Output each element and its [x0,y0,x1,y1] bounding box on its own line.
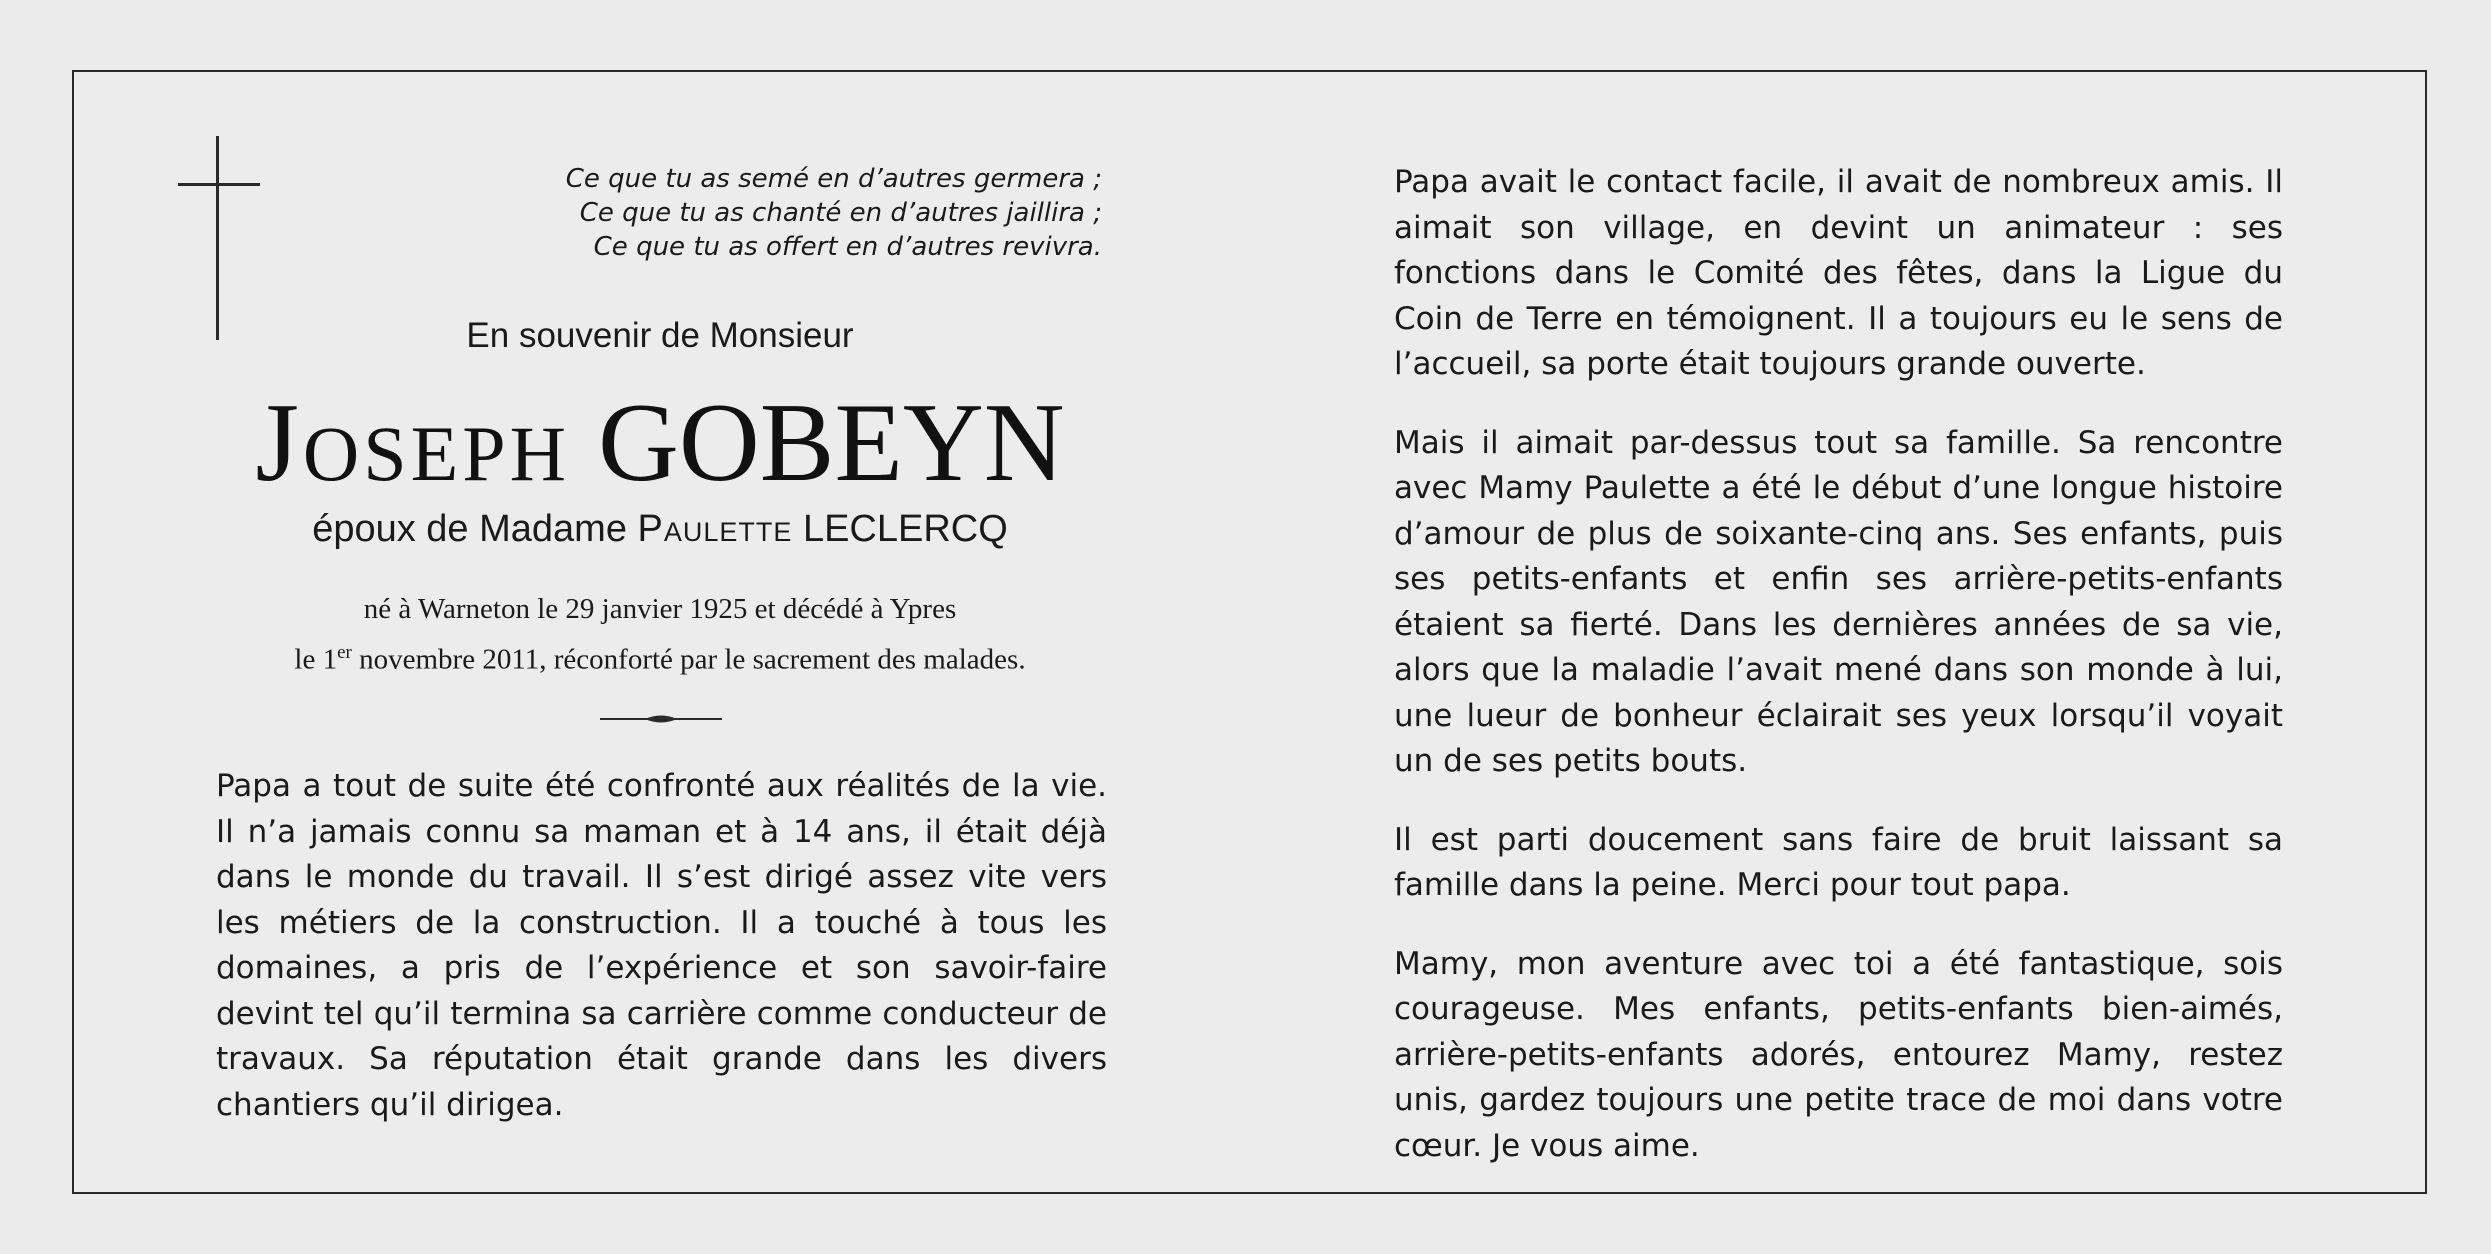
poem [566,162,1102,264]
paragraph: Il est parti doucement sans faire de bruit laissant sa famille dans la peine. Merci pour tout papa. [1394,821,2283,903]
birth-death-dates [160,588,1160,682]
spouse-line [160,508,1160,551]
paragraph: Mamy, mon aventure avec toi a été fantastique, sois courageuse. Mes enfants, petits-enfants bien-aimés, arrière-petits-enfants adorés, entourez Mamy, restez unis, gardez toujours une petite trace de moi dans votre cœur. Je vous aime. [1394,945,2283,1164]
first-name: Joseph [255,381,570,505]
cross-icon [178,136,260,340]
in-memory-heading: En souvenir de Monsieur [466,316,854,355]
poem-line: Ce que tu as offert en d’autres revivra. [593,232,1102,262]
dates-line-2: le 1er novembre 2011, réconforté par le sacrement des malades. [294,642,1026,676]
poem-line: Ce que tu as chanté en d’autres jaillira ; [579,198,1102,228]
right-text-column [1394,160,2283,1202]
paragraph: Papa avait le contact facile, il avait de nombreux amis. Il aimait son village, en devint un animateur : ses fonctions dans le Comité des fêtes, dans la Ligue du Coin de Terre en témoignent. Il a toujours eu le sens de l’accueil, sa porte était toujours grande ouverte. [1394,164,2283,382]
paragraph: Mais il aimait par-dessus tout sa famille. Sa rencontre avec Mamy Paulette a été le début d’une longue histoire d’amour de plus de soixante-cinq ans. Ses enfants, puis ses petits-enfants et enfin ses arrière-petits-enfants étaient sa fierté. Dans les dernières années de sa vie, alors que la maladie l’avait mené dans son monde à lui, une lueur de bonheur éclairait ses yeux lorsqu’il voyait un de ses petits bouts. [1394,424,2283,779]
poem-line: Ce que tu as semé en d’autres germera ; [565,164,1102,194]
dates-line-1: né à Warneton le 29 janvier 1925 et décédé à Ypres [363,593,957,625]
spouse-last-name: LECLERCQ [802,508,1008,550]
deceased-name [160,378,1160,508]
last-name: GOBEYN [598,381,1065,505]
divider-ornament-icon [600,712,722,726]
spouse-prefix: époux de Madame [312,508,627,550]
spouse-first-name: Paulette [637,508,793,550]
paragraph: Papa a tout de suite été confronté aux réalités de la vie. Il n’a jamais connu sa maman et à 14 ans, il était déjà dans le monde du travail. Il s’est dirigé assez vite vers les métiers de la construction. Il a touché à tous les domaines, a pris de l’expérience et son savoir-faire devint tel qu’il termina sa carrière comme conducteur de travaux. Sa réputation était grande dans les divers chantiers qu’il dirigea. [216,768,1107,1123]
left-text-column [216,764,1107,1161]
